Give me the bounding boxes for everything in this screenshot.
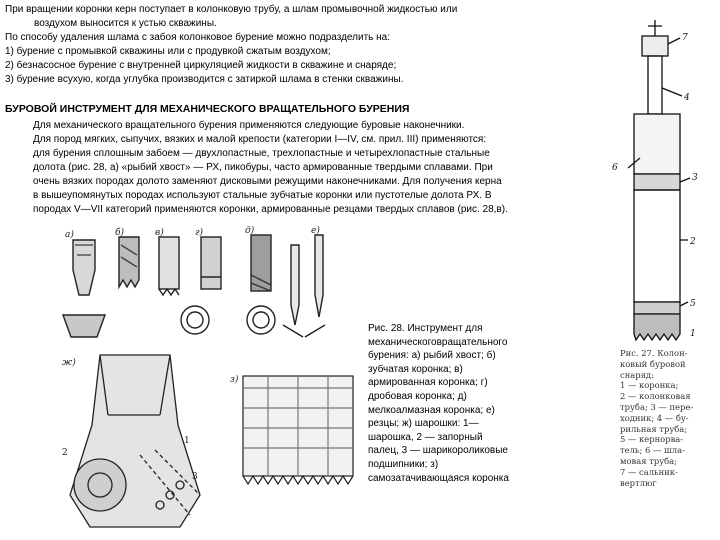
- fig27-caption-line: ковый буровой: [620, 358, 686, 369]
- core-barrel-drawing: [634, 190, 680, 302]
- cutter-right-drawing: [315, 235, 323, 317]
- fig27-caption-line: тель; 6 — шла-: [620, 445, 685, 456]
- fig27-label-1: 1: [690, 329, 696, 339]
- fig27-caption-line: снаряд:: [620, 369, 654, 380]
- fig27-caption: [620, 348, 718, 488]
- paragraph-line-1: При вращении коронки керн поступает в колонковую трубу, а шлам промывочной жидкостью или: [5, 4, 458, 15]
- fig27-caption-line: 5 — кернорва-: [620, 434, 684, 445]
- paragraph-line-3: По способу удаления шлама с забоя колонковое бурение можно подразделить на:: [5, 32, 391, 43]
- cutter-left-drawing: [291, 245, 299, 325]
- fig28-letter-z: з): [230, 375, 239, 385]
- fig28-part-2: 2: [62, 448, 68, 458]
- fig27-label-5: 5: [690, 299, 696, 309]
- fig28-caption-line: бурения: а) рыбий хвост; б): [368, 350, 496, 362]
- section-heading: БУРОВОЙ ИНСТРУМЕНТ ДЛЯ МЕХАНИЧЕСКОГО ВРАЩАТЕЛЬНОГО БУРЕНИЯ: [5, 103, 410, 115]
- body-line-2: Для пород мягких, сыпучих, вязких и малой крепости (категории I—IV, см. прил. III) применяются:: [33, 134, 487, 145]
- fig27-caption-line: вертлюг: [620, 477, 657, 488]
- body-line-7: породах V—VII категорий применяются коронки, армированные резцами твердых сплавов (рис. 28,в).: [33, 204, 508, 215]
- fig28-part-3: 3: [192, 472, 198, 482]
- body-line-3: для бурения сплошным забоем — двухлопастные, трехлопастные и четырехлопастные стальные: [33, 148, 490, 159]
- body-line-5: очень вязких породах долото заменяют дисковыми режущими наконечниками. Для получения керна: [33, 176, 502, 187]
- fig28-caption-line: механическоговращательного: [368, 336, 508, 348]
- fig28-caption-line: шарошка, 2 — запорный: [368, 431, 483, 443]
- shot-crown-drawing: [201, 237, 221, 289]
- fig28-caption-line: резцы; ж) шарошки: 1—: [368, 418, 479, 430]
- diamond-crown-ring-drawing: [247, 306, 275, 334]
- fig28-letter-g: г): [195, 228, 204, 238]
- fig28-part-1: 1: [184, 436, 190, 446]
- fig27-caption-line: 2 — колонковая: [620, 391, 691, 402]
- paragraph-line-4: 1) бурение с промывкой скважины или с продувкой сжатым воздухом;: [5, 46, 331, 57]
- fig28-caption-line: зубчатая коронка; в): [368, 363, 463, 375]
- crown-drawing: [634, 314, 680, 340]
- body-line-4: долота (рис. 28, а) «рыбий хвост» — РХ, пикобуры, часто армированные твердыми сплавами. При: [33, 162, 493, 173]
- diamond-crown-drawing: [251, 235, 271, 291]
- fish-tail-bit-drawing: [73, 240, 95, 295]
- fig27-caption-line: рильная труба;: [620, 423, 688, 434]
- fig28-caption-line: дробовая коронка; д): [368, 390, 467, 402]
- paragraph-line-5: 2) безнасосное бурение с внутренней циркуляцией жидкости в скважине и снаряде;: [5, 60, 397, 71]
- fig28-caption-line: самозатачивающаяся коронка: [368, 472, 509, 484]
- fish-tail-blade-drawing: [63, 315, 105, 337]
- roller-cone-bearing-drawing: [74, 459, 126, 511]
- fig28-letter-d: д): [245, 226, 255, 236]
- fig27-caption-line: мовая труба;: [620, 455, 677, 466]
- armored-crown-drawing: [159, 237, 179, 289]
- fig27-caption-line: 7 — сальник-: [620, 466, 678, 477]
- fig28-caption-line: палец, 3 — шарикороликовые: [368, 445, 508, 457]
- fig27-core-drill-illustration: [610, 18, 700, 348]
- fig28-letter-v: в): [155, 228, 164, 238]
- fig28-letter-a: а): [65, 230, 74, 240]
- fig27-caption-line: ходник; 4 — бу-: [620, 412, 689, 423]
- shot-crown-ring-drawing: [181, 306, 209, 334]
- fig28-roller-cone-illustration: [60, 345, 210, 535]
- fig27-label-6: 6: [612, 163, 618, 173]
- fig28-letter-b: б): [115, 228, 125, 238]
- fig27-label-7: 7: [682, 33, 688, 43]
- fig27-label-4: 4: [684, 93, 690, 103]
- body-line-1: Для механического вращательного бурения применяются следующие буровые наконечники.: [33, 120, 465, 131]
- adapter-drawing: [634, 174, 680, 190]
- sludge-pipe-drawing: [634, 114, 680, 174]
- fig28-caption-line: подшипники; з): [368, 458, 439, 470]
- fig27-label-2: 2: [690, 237, 696, 247]
- paragraph-line-6: 3) бурение всухую, когда углубка производится с затиркой шлама в стенки скважины.: [5, 74, 404, 85]
- fig28-caption-line: армированная коронка; г): [368, 377, 488, 389]
- body-line-6: в вышеупомянутых породах используют стальные зубчатые коронки или пустотелые долота РХ. В: [33, 190, 492, 201]
- fig27-caption-line: 1 — коронка;: [620, 380, 679, 391]
- fig28-caption: [368, 322, 536, 485]
- fig27-label-3: 3: [692, 173, 698, 183]
- fig28-self-sharpening-crown-illustration: [228, 368, 358, 488]
- fig27-caption-line: Рис. 27. Колон-: [620, 348, 688, 358]
- swivel-drawing: [642, 36, 668, 56]
- drill-pipe-drawing: [648, 56, 662, 114]
- fig28-drill-bits-illustration: [55, 225, 355, 345]
- fig28-caption-line: Рис. 28. Инструмент для: [368, 323, 483, 334]
- fig28-caption-line: мелкоалмазная коронка; е): [368, 404, 495, 416]
- core-breaker-drawing: [634, 302, 680, 314]
- fig27-caption-line: труба; 3 — пере-: [620, 401, 694, 412]
- paragraph-line-2: воздухом выносится к устью скважины.: [34, 18, 217, 29]
- fig28-letter-zh: ж): [62, 358, 76, 368]
- fig28-letter-e: е): [311, 226, 320, 236]
